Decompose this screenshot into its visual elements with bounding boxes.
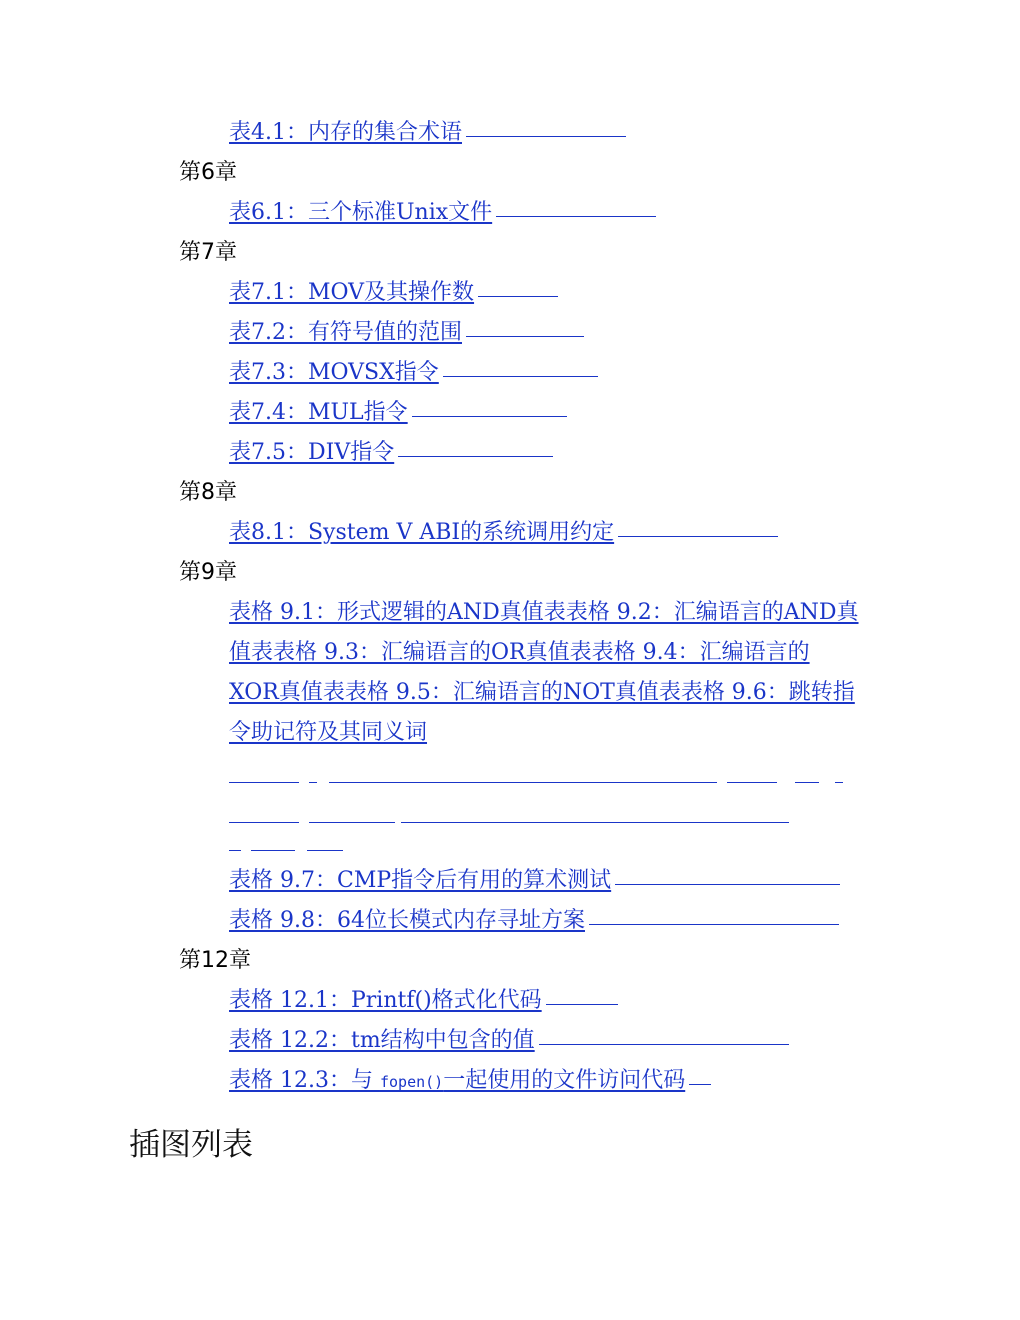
- toc-link-table-6-1[interactable]: [229, 198, 656, 228]
- toc-link-label: 表7.2：有符号值的范围: [229, 320, 462, 345]
- toc-link-label: 表7.4：MUL指令: [229, 400, 408, 425]
- toc-link-label-prefix: 表格 12.3：与: [229, 1068, 380, 1093]
- toc-link-table-12-2[interactable]: [229, 1026, 789, 1056]
- toc-link-table-4-1[interactable]: [229, 118, 626, 148]
- toc-link-table-7-3[interactable]: [229, 358, 598, 388]
- toc-link-table-7-5[interactable]: [229, 438, 553, 468]
- toc-link-label: 表6.1：三个标准Unix文件: [229, 200, 493, 225]
- chapter-heading-12: 第12章: [179, 948, 251, 973]
- toc-link-code: fopen(): [379, 1073, 444, 1091]
- toc-link-label: 表4.1：内存的集合术语: [229, 120, 462, 145]
- toc-link-label: 表格 9.7：CMP指令后有用的算术测试: [229, 868, 612, 893]
- toc-link-label: 表格 9.8：64位长模式内存寻址方案: [229, 908, 585, 933]
- chapter-heading-9: 第9章: [179, 560, 237, 585]
- toc-link-label-suffix: 一起使用的文件访问代码: [443, 1068, 686, 1093]
- dotted-leader-lines: [229, 760, 879, 860]
- toc-link-label: 表7.1：MOV及其操作数: [229, 280, 475, 305]
- toc-link-table-7-2[interactable]: [229, 318, 584, 348]
- toc-link-table-8-1[interactable]: [229, 518, 778, 548]
- section-title-list-of-figures: 插图列表: [129, 1127, 253, 1163]
- toc-link-label: 表7.5：DIV指令: [229, 440, 395, 465]
- chapter-heading-7: 第7章: [179, 240, 237, 265]
- toc-link-table-7-1[interactable]: [229, 278, 558, 308]
- toc-link-table-9-8[interactable]: [229, 906, 839, 936]
- chapter-heading-8: 第8章: [179, 480, 237, 505]
- chapter-heading-6: 第6章: [179, 160, 237, 185]
- toc-link-table-12-3[interactable]: [229, 1066, 711, 1097]
- toc-link-table-7-4[interactable]: [229, 398, 567, 428]
- toc-link-label: 表格 12.2：tm结构中包含的值: [229, 1028, 535, 1053]
- toc-link-tables-9-1-to-9-6[interactable]: 表格 9.1：形式逻辑的AND真值表表格 9.2：汇编语言的AND真值表表格 9.3：汇编语言的OR真值表表格 9.4：汇编语言的XOR真值表表格 9.5：汇编语言的NOT真值表表格 9.6：跳转指令助记符及其同义词: [229, 600, 859, 745]
- toc-link-label: 表8.1：System V ABI的系统调用约定: [229, 520, 615, 545]
- toc-link-label: 表格 12.1：Printf()格式化代码: [229, 988, 542, 1013]
- toc-link-label: 表7.3：MOVSX指令: [229, 360, 439, 385]
- toc-link-table-12-1[interactable]: [229, 986, 618, 1016]
- toc-link-table-9-7[interactable]: [229, 866, 840, 896]
